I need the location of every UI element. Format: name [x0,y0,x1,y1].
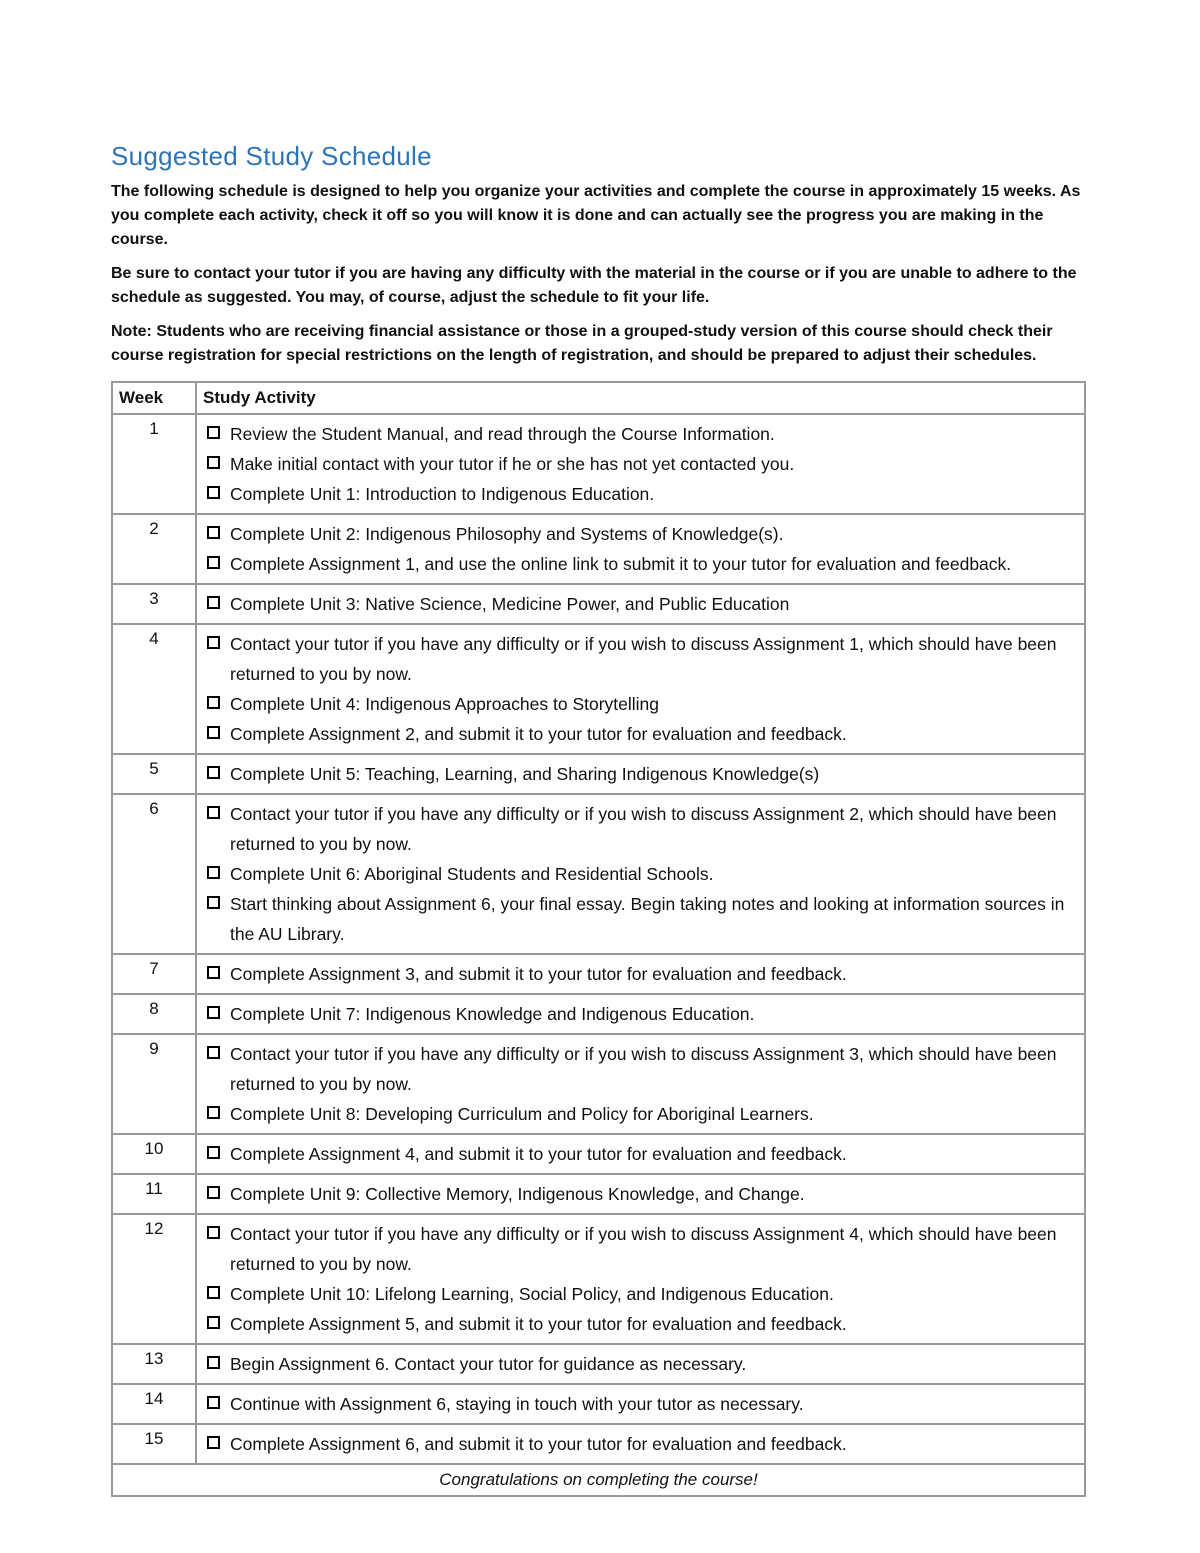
checkbox-icon[interactable] [207,636,220,649]
activity-text: Complete Unit 9: Collective Memory, Indigenous Knowledge, and Change. [230,1184,805,1204]
activity-cell [196,1174,1085,1214]
week-number: 13 [112,1344,196,1384]
checkbox-icon[interactable] [207,696,220,709]
week-number: 6 [112,794,196,954]
activity-item [205,479,1078,509]
table-row [112,1214,1085,1344]
checkbox-icon[interactable] [207,1006,220,1019]
checkbox-icon[interactable] [207,896,220,909]
activity-text: Complete Unit 4: Indigenous Approaches to Storytelling [230,694,660,714]
week-number: 1 [112,414,196,514]
activity-cell [196,1384,1085,1424]
activity-text: Complete Assignment 2, and submit it to your tutor for evaluation and feedback. [230,724,847,744]
activity-text: Contact your tutor if you have any difficulty or if you wish to discuss Assignment 1, which should have been returned to you by now. [230,634,1057,684]
table-row [112,1134,1085,1174]
activity-cell [196,1344,1085,1384]
activity-text: Complete Unit 6: Aboriginal Students and Residential Schools. [230,864,714,884]
checkbox-icon[interactable] [207,1186,220,1199]
activity-item [205,449,1078,479]
activity-item [205,1389,1078,1419]
checkbox-icon[interactable] [207,1106,220,1119]
activity-item [205,549,1078,579]
table-row [112,954,1085,994]
checkbox-icon[interactable] [207,596,220,609]
activity-text: Complete Assignment 3, and submit it to your tutor for evaluation and feedback. [230,964,847,984]
activity-text: Complete Unit 7: Indigenous Knowledge and Indigenous Education. [230,1004,755,1024]
week-number: 5 [112,754,196,794]
activity-item [205,1349,1078,1379]
checkbox-icon[interactable] [207,766,220,779]
activity-item [205,1179,1078,1209]
activity-column-header: Study Activity [196,382,1085,414]
week-number: 3 [112,584,196,624]
table-row [112,794,1085,954]
activity-item [205,589,1078,619]
week-number: 11 [112,1174,196,1214]
activity-item [205,759,1078,789]
activity-text: Complete Assignment 5, and submit it to your tutor for evaluation and feedback. [230,1314,847,1334]
table-row [112,1384,1085,1424]
week-number: 4 [112,624,196,754]
week-number: 7 [112,954,196,994]
activity-item [205,1219,1078,1279]
intro-paragraph: Note: Students who are receiving financial assistance or those in a grouped-study version of this course should check their course registration for special restrictions on the length of registration, and should be prepared to adjust their schedules. [111,323,1053,364]
activity-cell [196,584,1085,624]
activity-item [205,859,1078,889]
table-header-row [112,382,1085,414]
table-footer-row [112,1464,1085,1496]
week-column-header: Week [112,382,196,414]
activity-cell [196,1134,1085,1174]
activity-item [205,1099,1078,1129]
activity-text: Complete Assignment 6, and submit it to your tutor for evaluation and feedback. [230,1434,847,1454]
activity-text: Continue with Assignment 6, staying in touch with your tutor as necessary. [230,1394,804,1414]
activity-item [205,419,1078,449]
week-number: 2 [112,514,196,584]
activity-item [205,689,1078,719]
activity-text: Complete Unit 2: Indigenous Philosophy and Systems of Knowledge(s). [230,524,784,544]
schedule-body [112,414,1085,1464]
activity-text: Contact your tutor if you have any difficulty or if you wish to discuss Assignment 2, which should have been returned to you by now. [230,804,1057,854]
week-number: 14 [112,1384,196,1424]
activity-cell [196,994,1085,1034]
week-number: 10 [112,1134,196,1174]
activity-text: Contact your tutor if you have any difficulty or if you wish to discuss Assignment 4, which should have been returned to you by now. [230,1224,1057,1274]
checkbox-icon[interactable] [207,806,220,819]
checkbox-icon[interactable] [207,1436,220,1449]
table-row [112,1424,1085,1464]
intro-paragraph: The following schedule is designed to help you organize your activities and complete the course in approximately 15 weeks. As you complete each activity, check it off so you will know it is done and can actually see the progress you are making in the course. [111,183,1081,248]
activity-item [205,889,1078,949]
table-row [112,1034,1085,1134]
activity-text: Make initial contact with your tutor if he or she has not yet contacted you. [230,454,795,474]
activity-item [205,519,1078,549]
intro-paragraph: Be sure to contact your tutor if you are having any difficulty with the material in the course or if you are unable to adhere to the schedule as suggested. You may, of course, adjust the schedule to fit your life. [111,265,1077,306]
checkbox-icon[interactable] [207,1316,220,1329]
table-row [112,994,1085,1034]
checkbox-icon[interactable] [207,1226,220,1239]
activity-text: Review the Student Manual, and read through the Course Information. [230,424,775,444]
checkbox-icon[interactable] [207,866,220,879]
table-row [112,514,1085,584]
page-title: Suggested Study Schedule [111,141,432,171]
activity-text: Complete Unit 3: Native Science, Medicine Power, and Public Education [230,594,790,614]
activity-text: Complete Unit 10: Lifelong Learning, Social Policy, and Indigenous Education. [230,1284,834,1304]
activity-item [205,1309,1078,1339]
activity-item [205,719,1078,749]
activity-item [205,1139,1078,1169]
table-row [112,754,1085,794]
checkbox-icon[interactable] [207,556,220,569]
week-number: 8 [112,994,196,1034]
week-number: 15 [112,1424,196,1464]
congratulations-text: Congratulations on completing the course! [112,1464,1085,1496]
activity-item [205,999,1078,1029]
checkbox-icon[interactable] [207,726,220,739]
checkbox-icon[interactable] [207,1396,220,1409]
activity-item [205,1279,1078,1309]
checkbox-icon[interactable] [207,1046,220,1059]
activity-text: Complete Unit 5: Teaching, Learning, and Sharing Indigenous Knowledge(s) [230,764,820,784]
activity-item [205,799,1078,859]
week-number: 12 [112,1214,196,1344]
activity-cell [196,1034,1085,1134]
activity-item [205,1039,1078,1099]
intro-section [111,180,1086,368]
table-row [112,1174,1085,1214]
checkbox-icon[interactable] [207,456,220,469]
activity-item [205,959,1078,989]
activity-text: Complete Unit 1: Introduction to Indigenous Education. [230,484,655,504]
week-number: 9 [112,1034,196,1134]
checkbox-icon[interactable] [207,966,220,979]
checkbox-icon[interactable] [207,1286,220,1299]
checkbox-icon[interactable] [207,426,220,439]
activity-item [205,1429,1078,1459]
activity-cell [196,1424,1085,1464]
activity-cell [196,514,1085,584]
activity-cell [196,1214,1085,1344]
activity-cell [196,754,1085,794]
checkbox-icon[interactable] [207,1356,220,1369]
activity-item [205,629,1078,689]
table-row [112,414,1085,514]
activity-cell [196,624,1085,754]
table-row [112,624,1085,754]
table-row [112,584,1085,624]
checkbox-icon[interactable] [207,526,220,539]
table-row [112,1344,1085,1384]
activity-text: Contact your tutor if you have any difficulty or if you wish to discuss Assignment 3, which should have been returned to you by now. [230,1044,1057,1094]
activity-text: Start thinking about Assignment 6, your final essay. Begin taking notes and looking at information sources in the AU Library. [230,894,1065,944]
activity-cell [196,414,1085,514]
activity-text: Complete Assignment 4, and submit it to your tutor for evaluation and feedback. [230,1144,847,1164]
document-page [111,140,1086,1497]
checkbox-icon[interactable] [207,486,220,499]
activity-text: Complete Unit 8: Developing Curriculum and Policy for Aboriginal Learners. [230,1104,814,1124]
activity-cell [196,794,1085,954]
checkbox-icon[interactable] [207,1146,220,1159]
study-schedule-table [111,381,1086,1497]
activity-text: Begin Assignment 6. Contact your tutor for guidance as necessary. [230,1354,747,1374]
activity-cell [196,954,1085,994]
activity-text: Complete Assignment 1, and use the online link to submit it to your tutor for evaluation and feedback. [230,554,1012,574]
